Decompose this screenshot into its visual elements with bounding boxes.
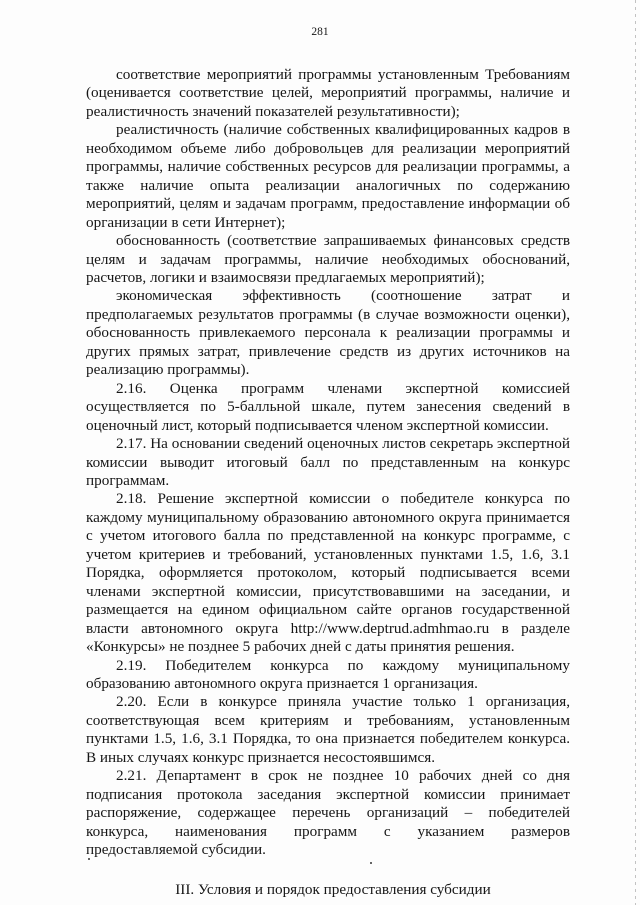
scan-speck [88, 858, 90, 860]
clause-2-20: 2.20. Если в конкурсе приняла участие только 1 организация, соответствующая всем критериям и требованиям, установленным пунктами 1.5, 1.6, 3.1 Порядка, то она признается победителем конкурса. В иных случаях конкурс признается несостоявшимся. [86, 693, 570, 766]
document-body [86, 66, 570, 899]
page-number: 281 [311, 26, 329, 38]
paragraph-economic-efficiency: экономическая эффективность (соотношение затрат и предполагаемых результатов программы (в случае возможности оценки), обоснованность привлекаемого персонала к реализации программы и других прямых затрат, привлечение средств из других источников на реализацию программы). [86, 287, 570, 379]
clause-2-16: 2.16. Оценка программ членами экспертной комиссией осуществляется по 5-балльной шкале, путем занесения сведений в оценочный лист, который подписывается членом экспертной комиссии. [86, 379, 570, 434]
scan-edge [635, 0, 636, 905]
clause-2-21: 2.21. Департамент в срок не позднее 10 рабочих дней со дня подписания протокола заседания экспертной комиссии принимает распоряжение, содержащее перечень организаций – победителей конкурса, наименования программ с указанием размеров предоставляемой субсидии. [86, 767, 570, 859]
scan-speck [370, 862, 372, 864]
clause-2-17: 2.17. На основании сведений оценочных листов секретарь экспертной комиссии выводит итоговый балл по представленным на конкурс программам. [86, 435, 570, 489]
section-gap [86, 859, 570, 881]
paragraph-justification: обоснованность (соответствие запрашиваемых финансовых средств целям и задачам программы, наличие необходимых обоснований, расчетов, логики и взаимосвязи предлагаемых мероприятий); [86, 232, 570, 286]
section-heading: III. Условия и порядок предоставления субсидии [175, 881, 491, 899]
paragraph-compliance: соответствие мероприятий программы установленным Требованиям (оценивается соответствие целей, мероприятий программы, наличие и реалистичность значений показателей результативности); [86, 66, 570, 120]
paragraph-realism: реалистичность (наличие собственных квалифицированных кадров в необходимом объеме либо добровольцев для реализации мероприятий программы, наличие собственных ресурсов для реализации программы, а также наличие опыта реализации аналогичных по содержанию мероприятий, целям и задачам программ, предоставление информации об организации в сети Интернет); [86, 121, 570, 231]
clause-2-19: 2.19. Победителем конкурса по каждому муниципальному образованию автономного округа признается 1 организация. [86, 656, 570, 692]
clause-2-18: 2.18. Решение экспертной комиссии о победителе конкурса по каждому муниципальному образованию автономного округа принимается с учетом итогового балла по представленной на конкурс программе, с учетом критериев и требований, установленных пунктами 1.5, 1.6, 3.1 Порядка, оформляется протоколом, который подписывается всеми членами экспертной комиссии, присутствовавшими на заседании, и размещается на едином официальном сайте органов государственной власти автономного округа http://www.deptrud.admhmao.ru в разделе «Конкурсы» не позднее 5 рабочих дней с даты принятия решения. [86, 490, 570, 656]
